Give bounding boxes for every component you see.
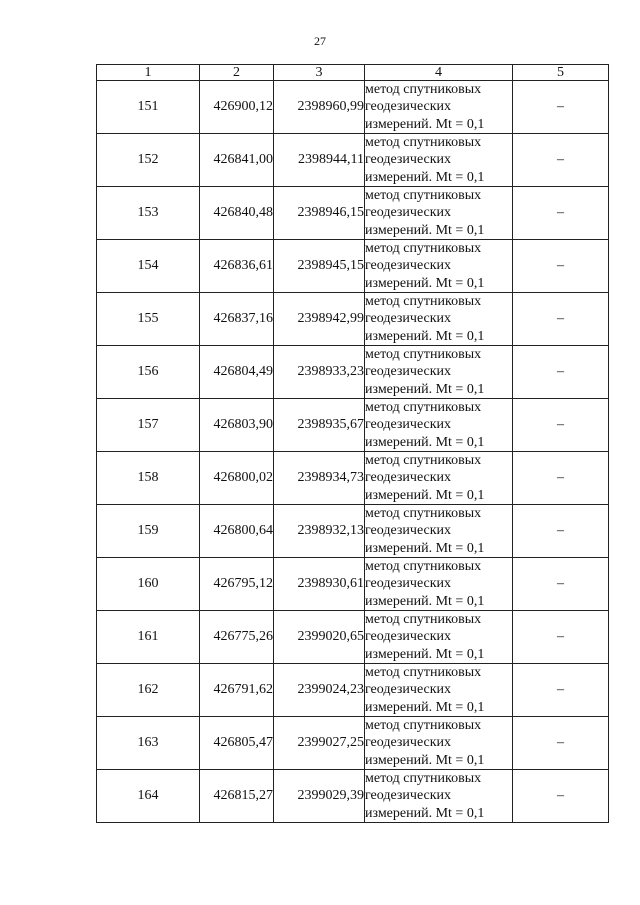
method-text-line: измерений. Mt = 0,1 bbox=[365, 381, 485, 397]
y-coordinate-cell: 2399029,39 bbox=[274, 770, 365, 823]
point-number-cell: 159 bbox=[97, 505, 200, 558]
point-number-cell: 156 bbox=[97, 346, 200, 399]
column-5-cell: – bbox=[513, 346, 609, 399]
column-header-1: 1 bbox=[97, 65, 200, 81]
y-coordinate-cell: 2398945,15 bbox=[274, 240, 365, 293]
method-text-line: измерений. Mt = 0,1 bbox=[365, 434, 485, 450]
method-text-line: метод спутниковых bbox=[365, 347, 482, 363]
y-coordinate-cell: 2399020,65 bbox=[274, 611, 365, 664]
method-text-line: измерений. Mt = 0,1 bbox=[365, 646, 485, 662]
table-row bbox=[97, 134, 609, 187]
method-cell bbox=[365, 558, 513, 611]
method-text-line: геодезических bbox=[365, 735, 452, 751]
method-text-line: измерений. Mt = 0,1 bbox=[365, 328, 485, 344]
method-cell bbox=[365, 452, 513, 505]
y-coordinate-cell: 2398946,15 bbox=[274, 187, 365, 240]
method-text-line: метод спутниковых bbox=[365, 294, 482, 310]
method-text-line: метод спутниковых bbox=[365, 82, 482, 98]
method-text-line: геодезических bbox=[365, 258, 452, 274]
column-5-cell: – bbox=[513, 505, 609, 558]
point-number-cell: 155 bbox=[97, 293, 200, 346]
x-coordinate-cell: 426837,16 bbox=[200, 293, 274, 346]
method-text-line: измерений. Mt = 0,1 bbox=[365, 222, 485, 238]
x-coordinate-cell: 426804,49 bbox=[200, 346, 274, 399]
table-row bbox=[97, 187, 609, 240]
table-row bbox=[97, 558, 609, 611]
method-text-line: метод спутниковых bbox=[365, 135, 482, 151]
point-number-cell: 164 bbox=[97, 770, 200, 823]
column-5-cell: – bbox=[513, 452, 609, 505]
x-coordinate-cell: 426836,61 bbox=[200, 240, 274, 293]
method-text-line: метод спутниковых bbox=[365, 771, 482, 787]
x-coordinate-cell: 426791,62 bbox=[200, 664, 274, 717]
method-text-line: геодезических bbox=[365, 470, 452, 486]
point-number-cell: 157 bbox=[97, 399, 200, 452]
column-5-cell: – bbox=[513, 611, 609, 664]
method-cell bbox=[365, 346, 513, 399]
method-text-line: метод спутниковых bbox=[365, 612, 482, 628]
y-coordinate-cell: 2398935,67 bbox=[274, 399, 365, 452]
x-coordinate-cell: 426795,12 bbox=[200, 558, 274, 611]
method-text-line: метод спутниковых bbox=[365, 506, 482, 522]
table-header-row bbox=[97, 65, 609, 81]
method-text-line: геодезических bbox=[365, 311, 452, 327]
column-5-cell: – bbox=[513, 134, 609, 187]
column-5-cell: – bbox=[513, 81, 609, 134]
table-row bbox=[97, 346, 609, 399]
column-5-cell: – bbox=[513, 399, 609, 452]
point-number-cell: 163 bbox=[97, 717, 200, 770]
point-number-cell: 151 bbox=[97, 81, 200, 134]
coordinates-table bbox=[96, 64, 609, 823]
x-coordinate-cell: 426775,26 bbox=[200, 611, 274, 664]
x-coordinate-cell: 426815,27 bbox=[200, 770, 274, 823]
point-number-cell: 158 bbox=[97, 452, 200, 505]
method-text-line: измерений. Mt = 0,1 bbox=[365, 116, 485, 132]
method-text-line: измерений. Mt = 0,1 bbox=[365, 169, 485, 185]
method-cell bbox=[365, 399, 513, 452]
method-cell bbox=[365, 770, 513, 823]
y-coordinate-cell: 2398942,99 bbox=[274, 293, 365, 346]
column-5-cell: – bbox=[513, 717, 609, 770]
x-coordinate-cell: 426805,47 bbox=[200, 717, 274, 770]
method-cell bbox=[365, 717, 513, 770]
method-text-line: метод спутниковых bbox=[365, 559, 482, 575]
y-coordinate-cell: 2399024,23 bbox=[274, 664, 365, 717]
x-coordinate-cell: 426803,90 bbox=[200, 399, 274, 452]
table-row bbox=[97, 81, 609, 134]
y-coordinate-cell: 2398934,73 bbox=[274, 452, 365, 505]
method-text-line: геодезических bbox=[365, 523, 452, 539]
table-body bbox=[97, 81, 609, 823]
method-text-line: измерений. Mt = 0,1 bbox=[365, 487, 485, 503]
method-text-line: измерений. Mt = 0,1 bbox=[365, 593, 485, 609]
point-number-cell: 152 bbox=[97, 134, 200, 187]
method-text-line: измерений. Mt = 0,1 bbox=[365, 805, 485, 821]
column-5-cell: – bbox=[513, 293, 609, 346]
method-cell bbox=[365, 187, 513, 240]
column-header-3: 3 bbox=[274, 65, 365, 81]
method-text-line: измерений. Mt = 0,1 bbox=[365, 752, 485, 768]
method-cell bbox=[365, 293, 513, 346]
method-text-line: геодезических bbox=[365, 629, 452, 645]
method-text-line: метод спутниковых bbox=[365, 188, 482, 204]
table-row bbox=[97, 399, 609, 452]
table-row bbox=[97, 717, 609, 770]
method-cell bbox=[365, 240, 513, 293]
point-number-cell: 161 bbox=[97, 611, 200, 664]
page-number: 27 bbox=[314, 34, 326, 48]
table-row bbox=[97, 452, 609, 505]
column-5-cell: – bbox=[513, 664, 609, 717]
point-number-cell: 154 bbox=[97, 240, 200, 293]
table-row bbox=[97, 664, 609, 717]
y-coordinate-cell: 2398933,23 bbox=[274, 346, 365, 399]
column-5-cell: – bbox=[513, 558, 609, 611]
method-text-line: метод спутниковых bbox=[365, 241, 482, 257]
point-number-cell: 162 bbox=[97, 664, 200, 717]
y-coordinate-cell: 2399027,25 bbox=[274, 717, 365, 770]
method-text-line: геодезических bbox=[365, 576, 452, 592]
method-text-line: геодезических bbox=[365, 682, 452, 698]
method-text-line: метод спутниковых bbox=[365, 453, 482, 469]
x-coordinate-cell: 426800,02 bbox=[200, 452, 274, 505]
table-row bbox=[97, 770, 609, 823]
method-text-line: геодезических bbox=[365, 788, 452, 804]
y-coordinate-cell: 2398932,13 bbox=[274, 505, 365, 558]
column-header-4: 4 bbox=[365, 65, 513, 81]
method-cell bbox=[365, 81, 513, 134]
method-text-line: измерений. Mt = 0,1 bbox=[365, 699, 485, 715]
table-row bbox=[97, 505, 609, 558]
column-5-cell: – bbox=[513, 187, 609, 240]
column-header-5: 5 bbox=[513, 65, 609, 81]
method-text-line: измерений. Mt = 0,1 bbox=[365, 275, 485, 291]
table-row bbox=[97, 611, 609, 664]
column-5-cell: – bbox=[513, 240, 609, 293]
method-text-line: геодезических bbox=[365, 205, 452, 221]
method-text-line: измерений. Mt = 0,1 bbox=[365, 540, 485, 556]
method-text-line: геодезических bbox=[365, 417, 452, 433]
point-number-cell: 153 bbox=[97, 187, 200, 240]
method-cell bbox=[365, 664, 513, 717]
method-cell bbox=[365, 134, 513, 187]
y-coordinate-cell: 2398930,61 bbox=[274, 558, 365, 611]
x-coordinate-cell: 426800,64 bbox=[200, 505, 274, 558]
column-header-2: 2 bbox=[200, 65, 274, 81]
x-coordinate-cell: 426900,12 bbox=[200, 81, 274, 134]
method-text-line: метод спутниковых bbox=[365, 718, 482, 734]
method-cell bbox=[365, 611, 513, 664]
method-cell bbox=[365, 505, 513, 558]
x-coordinate-cell: 426841,00 bbox=[200, 134, 274, 187]
method-text-line: геодезических bbox=[365, 364, 452, 380]
table-row bbox=[97, 293, 609, 346]
method-text-line: геодезических bbox=[365, 99, 452, 115]
method-text-line: метод спутниковых bbox=[365, 400, 482, 416]
y-coordinate-cell: 2398944,11 bbox=[274, 134, 365, 187]
x-coordinate-cell: 426840,48 bbox=[200, 187, 274, 240]
column-5-cell: – bbox=[513, 770, 609, 823]
method-text-line: геодезических bbox=[365, 152, 452, 168]
y-coordinate-cell: 2398960,99 bbox=[274, 81, 365, 134]
point-number-cell: 160 bbox=[97, 558, 200, 611]
table-row bbox=[97, 240, 609, 293]
method-text-line: метод спутниковых bbox=[365, 665, 482, 681]
